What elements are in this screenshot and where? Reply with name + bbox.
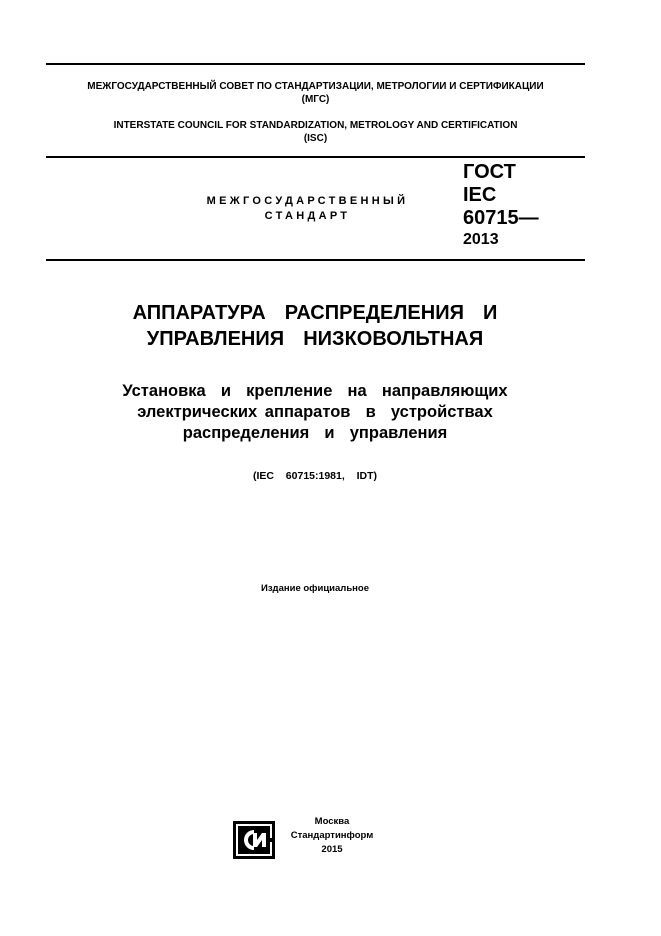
- standard-number: 60715—: [463, 207, 539, 229]
- standard-year: 2013: [463, 231, 499, 248]
- publisher-name: Стандартинформ: [290, 830, 374, 841]
- standard-label-line1: МЕЖГОСУДАРСТВЕННЫЙ: [206, 195, 409, 207]
- iec-prefix: IEC: [463, 184, 497, 206]
- subtitle-line3: распределения и управления: [182, 424, 448, 442]
- subtitle-line1: Установка и крепление на направляющих: [122, 382, 508, 400]
- document-title: [60, 300, 570, 352]
- council-ru-abbr: (МГС): [301, 94, 330, 105]
- standard-type-label: [180, 194, 435, 224]
- title-line1: АППАРАТУРА РАСПРЕДЕЛЕНИЯ И: [132, 302, 498, 324]
- subtitle-line2: электрических аппаратов в устройствах: [137, 403, 493, 421]
- document-subtitle: [60, 381, 570, 444]
- gost-designation: [463, 161, 585, 250]
- council-en-name: INTERSTATE COUNCIL FOR STANDARDIZATION, METROLOGY AND CERTIFICATION: [113, 120, 518, 131]
- council-ru: [46, 80, 585, 106]
- publisher-block: [280, 815, 384, 857]
- publisher-city: Москва: [314, 816, 350, 827]
- title-line2: УПРАВЛЕНИЯ НИЗКОВОЛЬТНАЯ: [146, 328, 484, 350]
- council-ru-name: МЕЖГОСУДАРСТВЕННЫЙ СОВЕТ ПО СТАНДАРТИЗАЦИИ, МЕТРОЛОГИИ И СЕРТИФИКАЦИИ: [87, 81, 544, 92]
- bottom-rule: [46, 259, 585, 261]
- iec-reference: (IEC 60715:1981, IDT): [252, 470, 378, 482]
- standartinform-logo-icon: [232, 820, 276, 860]
- gost-prefix: ГОСТ: [463, 161, 516, 183]
- standard-label-line2: СТАНДАРТ: [264, 210, 351, 222]
- publisher-year: 2015: [321, 844, 343, 855]
- top-rule: [46, 63, 585, 65]
- council-en: [46, 119, 585, 145]
- council-en-abbr: (ISC): [303, 133, 328, 144]
- edition-label: Издание официальное: [261, 583, 369, 594]
- middle-rule: [46, 156, 585, 158]
